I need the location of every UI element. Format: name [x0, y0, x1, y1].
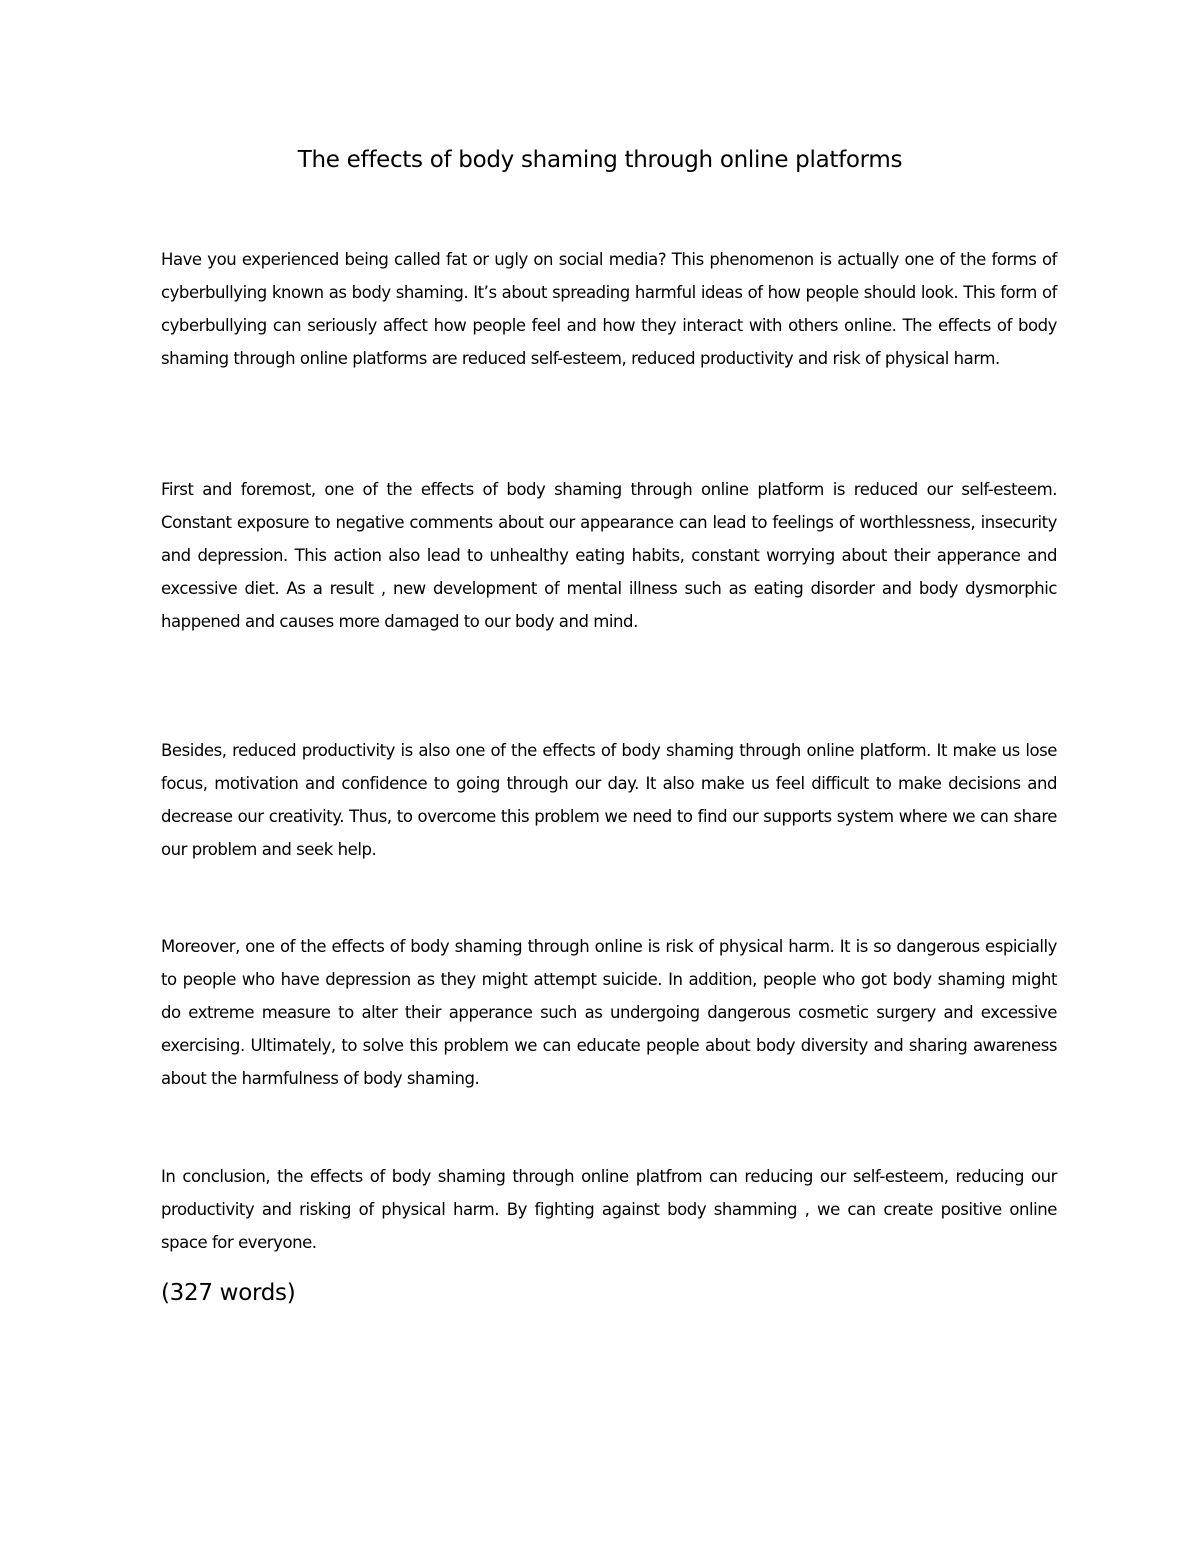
paragraph-self-esteem: First and foremost, one of the effects of body shaming through online platform is reduced our self-esteem. Constant exposure to negative comments about our appearance can lead to feelings of worthlessness, insecurity and depression. This action also lead to unhealthy eating habits, constant worrying about their apperance and excessive diet. As a result , new development of mental illness such as eating disorder and body dysmorphic happened and causes more damaged to our body and mind.: [161, 480, 1057, 631]
paragraph-conclusion: In conclusion, the effects of body shaming through online platfrom can reducing our self-esteem, reducing our productivity and risking of physical harm. By fighting against body shamming , we can create positive online space for everyone.: [161, 1167, 1057, 1252]
paragraph-physical-harm: Moreover, one of the effects of body shaming through online is risk of physical harm. It is so dangerous espicially to people who have depression as they might attempt suicide. In addition, people who got body shaming might do extreme measure to alter their apperance such as undergoing dangerous cosmetic surgery and excessive exercising. Ultimately, to solve this problem we can educate people about body diversity and sharing awareness about the harmfulness of body shaming.: [161, 937, 1057, 1088]
word-count: (327 words): [161, 1280, 296, 1306]
paragraph-productivity: Besides, reduced productivity is also one of the effects of body shaming through online platform. It make us lose focus, motivation and confidence to going through our day. It also make us feel difficult to make decisions and decrease our creativity. Thus, to overcome this problem we need to find our supports system where we can share our problem and seek help.: [161, 741, 1057, 859]
paragraph-introduction: Have you experienced being called fat or ugly on social media? This phenomenon is actually one of the forms of cyberbullying known as body shaming. It’s about spreading harmful ideas of how people should look. This form of cyberbullying can seriously affect how people feel and how they interact with others online. The effects of body shaming through online platforms are reduced self-esteem, reduced productivity and risk of physical harm.: [161, 250, 1057, 368]
essay-title: The effects of body shaming through online platforms: [297, 147, 903, 173]
